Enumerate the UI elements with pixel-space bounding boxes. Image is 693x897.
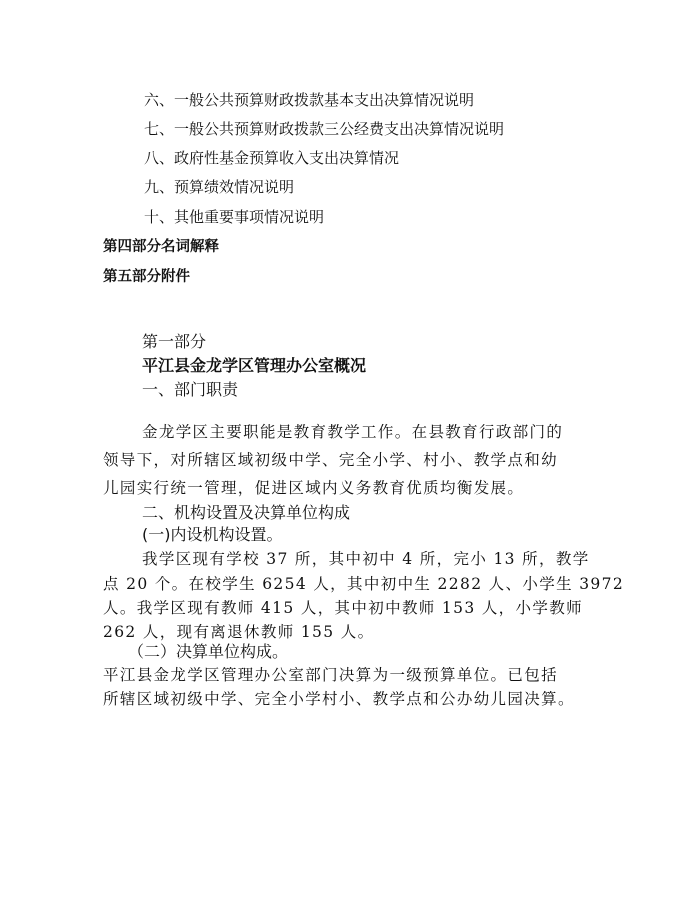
- subsection-organization: 二、机构设置及决算单位构成: [142, 503, 351, 522]
- stats-line-2: 点 20 个。在校学生 6254 人，其中初中生 2282 人、小学生 3972: [103, 575, 625, 593]
- units-line-2: 所辖区域初级中学、完全小学村小、教学点和公办幼儿园决算。: [103, 690, 575, 708]
- toc-item-9: 九、预算绩效情况说明: [144, 178, 295, 196]
- stats-line-3: 人。我学区现有教师 415 人，其中初中教师 153 人，小学教师: [103, 599, 583, 617]
- stats-line-4: 262 人，现有离退休教师 155 人。: [103, 623, 375, 641]
- part-heading: 第一部分: [142, 332, 207, 351]
- duties-line-2: 领导下，对所辖区域初级中学、完全小学、村小、教学点和幼: [103, 451, 558, 469]
- toc-item-6: 六、一般公共预算财政拨款基本支出决算情况说明: [144, 91, 475, 109]
- subsection-internal: (一)内设机构设置。: [142, 525, 283, 544]
- duties-line-3: 儿园实行统一管理，促进区域内义务教育优质均衡发展。: [103, 479, 525, 497]
- stats-line-1: 我学区现有学校 37 所，其中初中 4 所，完小 13 所，教学: [142, 550, 590, 568]
- toc-item-7: 七、一般公共预算财政拨款三公经费支出决算情况说明: [144, 120, 505, 138]
- subsection-duties: 一、部门职责: [142, 380, 239, 399]
- toc-item-10: 十、其他重要事项情况说明: [144, 208, 325, 226]
- section-title: 平江县金龙学区管理办公室概况: [142, 356, 367, 375]
- toc-part-5: 第五部分附件: [103, 269, 190, 285]
- toc-item-8: 八、政府性基金预算收入支出决算情况: [144, 149, 400, 167]
- toc-part-4: 第四部分名词解释: [103, 239, 219, 255]
- duties-line-1: 金龙学区主要职能是教育教学工作。在县教育行政部门的: [142, 423, 564, 441]
- units-line-1: 平江县金龙学区管理办公室部门决算为一级预算单位。已包括: [103, 666, 558, 684]
- subsection-units: （二）决算单位构成。: [128, 642, 289, 661]
